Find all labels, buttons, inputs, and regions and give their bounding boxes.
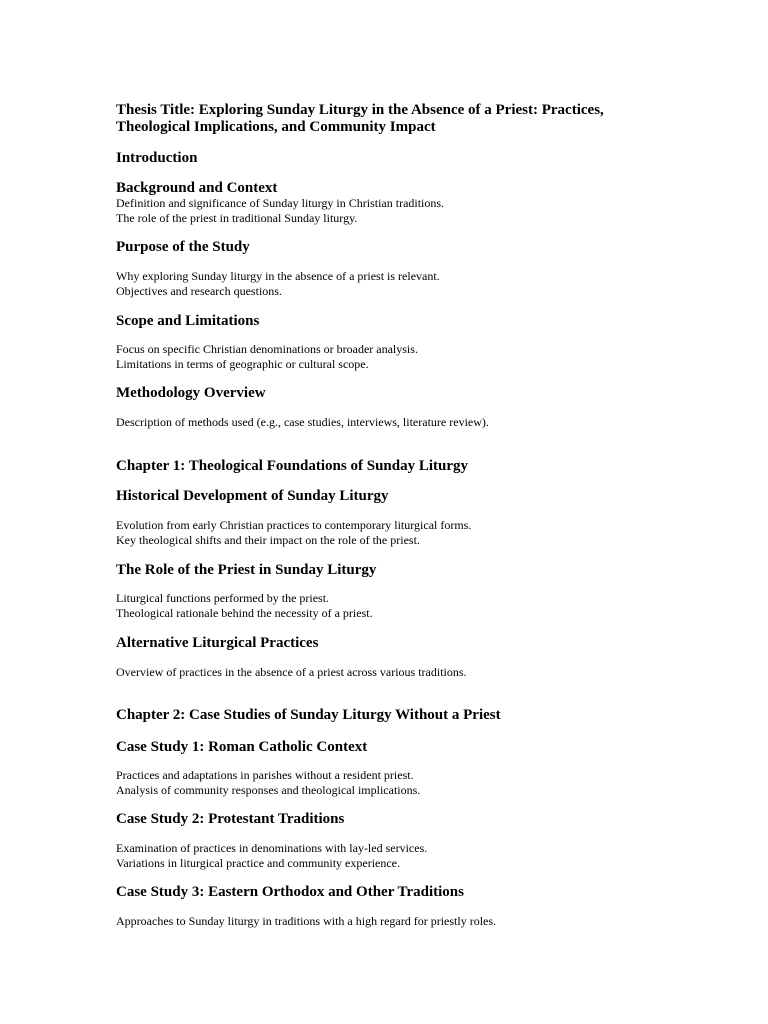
text-line: Focus on specific Christian denominations or broader analysis. <box>116 342 418 356</box>
heading-case-study-1: Case Study 1: Roman Catholic Context <box>116 739 368 755</box>
heading-historical-development: Historical Development of Sunday Liturgy <box>116 488 389 504</box>
heading-scope-and-limitations: Scope and Limitations <box>116 313 260 329</box>
heading-background-and-context: Background and Context <box>116 180 278 196</box>
paragraph-scope-and-limitations <box>116 342 716 371</box>
paragraph-case-study-1 <box>116 768 716 797</box>
heading-role-of-the-priest: The Role of the Priest in Sunday Liturgy <box>116 562 377 578</box>
heading-introduction: Introduction <box>116 150 198 166</box>
heading-chapter-1: Chapter 1: Theological Foundations of Sunday Liturgy <box>116 458 469 474</box>
paragraph-methodology-overview <box>116 415 716 430</box>
text-line: Practices and adaptations in parishes without a resident priest. <box>116 768 414 782</box>
text-line: Limitations in terms of geographic or cultural scope. <box>116 356 369 371</box>
thesis-title: Thesis Title: Exploring Sunday Liturgy in the Absence of a Priest: Practices, Theological Implications, and Community Impact <box>116 102 604 135</box>
text-line: Definition and significance of Sunday liturgy in Christian traditions. <box>116 196 445 210</box>
text-line: Liturgical functions performed by the priest. <box>116 591 330 605</box>
text-line: Key theological shifts and their impact on the role of the priest. <box>116 532 420 547</box>
paragraph-purpose-of-the-study <box>116 269 716 298</box>
text-line: Description of methods used (e.g., case studies, interviews, literature review). <box>116 415 489 429</box>
heading-case-study-3: Case Study 3: Eastern Orthodox and Other Traditions <box>116 884 464 900</box>
heading-alternative-liturgical-practices: Alternative Liturgical Practices <box>116 635 319 651</box>
text-line: Analysis of community responses and theological implications. <box>116 782 421 797</box>
text-line: Overview of practices in the absence of a priest across various traditions. <box>116 665 467 679</box>
text-line: Approaches to Sunday liturgy in traditions with a high regard for priestly roles. <box>116 914 497 928</box>
paragraph-alternative-liturgical-practices <box>116 665 716 680</box>
text-line: Why exploring Sunday liturgy in the absence of a priest is relevant. <box>116 269 440 283</box>
text-line: The role of the priest in traditional Sunday liturgy. <box>116 210 358 225</box>
text-line: Examination of practices in denominations with lay-led services. <box>116 841 428 855</box>
paragraph-case-study-3 <box>116 914 716 929</box>
paragraph-background-and-context <box>116 196 716 225</box>
heading-purpose-of-the-study: Purpose of the Study <box>116 239 250 255</box>
heading-methodology-overview: Methodology Overview <box>116 385 266 401</box>
text-line: Objectives and research questions. <box>116 283 282 298</box>
text-line: Evolution from early Christian practices to contemporary liturgical forms. <box>116 518 472 532</box>
heading-case-study-2: Case Study 2: Protestant Traditions <box>116 811 345 827</box>
paragraph-historical-development <box>116 518 716 547</box>
heading-chapter-2: Chapter 2: Case Studies of Sunday Liturgy Without a Priest <box>116 707 501 723</box>
paragraph-role-of-the-priest <box>116 591 716 620</box>
text-line: Variations in liturgical practice and community experience. <box>116 855 401 870</box>
text-line: Theological rationale behind the necessity of a priest. <box>116 605 373 620</box>
paragraph-case-study-2 <box>116 841 716 870</box>
